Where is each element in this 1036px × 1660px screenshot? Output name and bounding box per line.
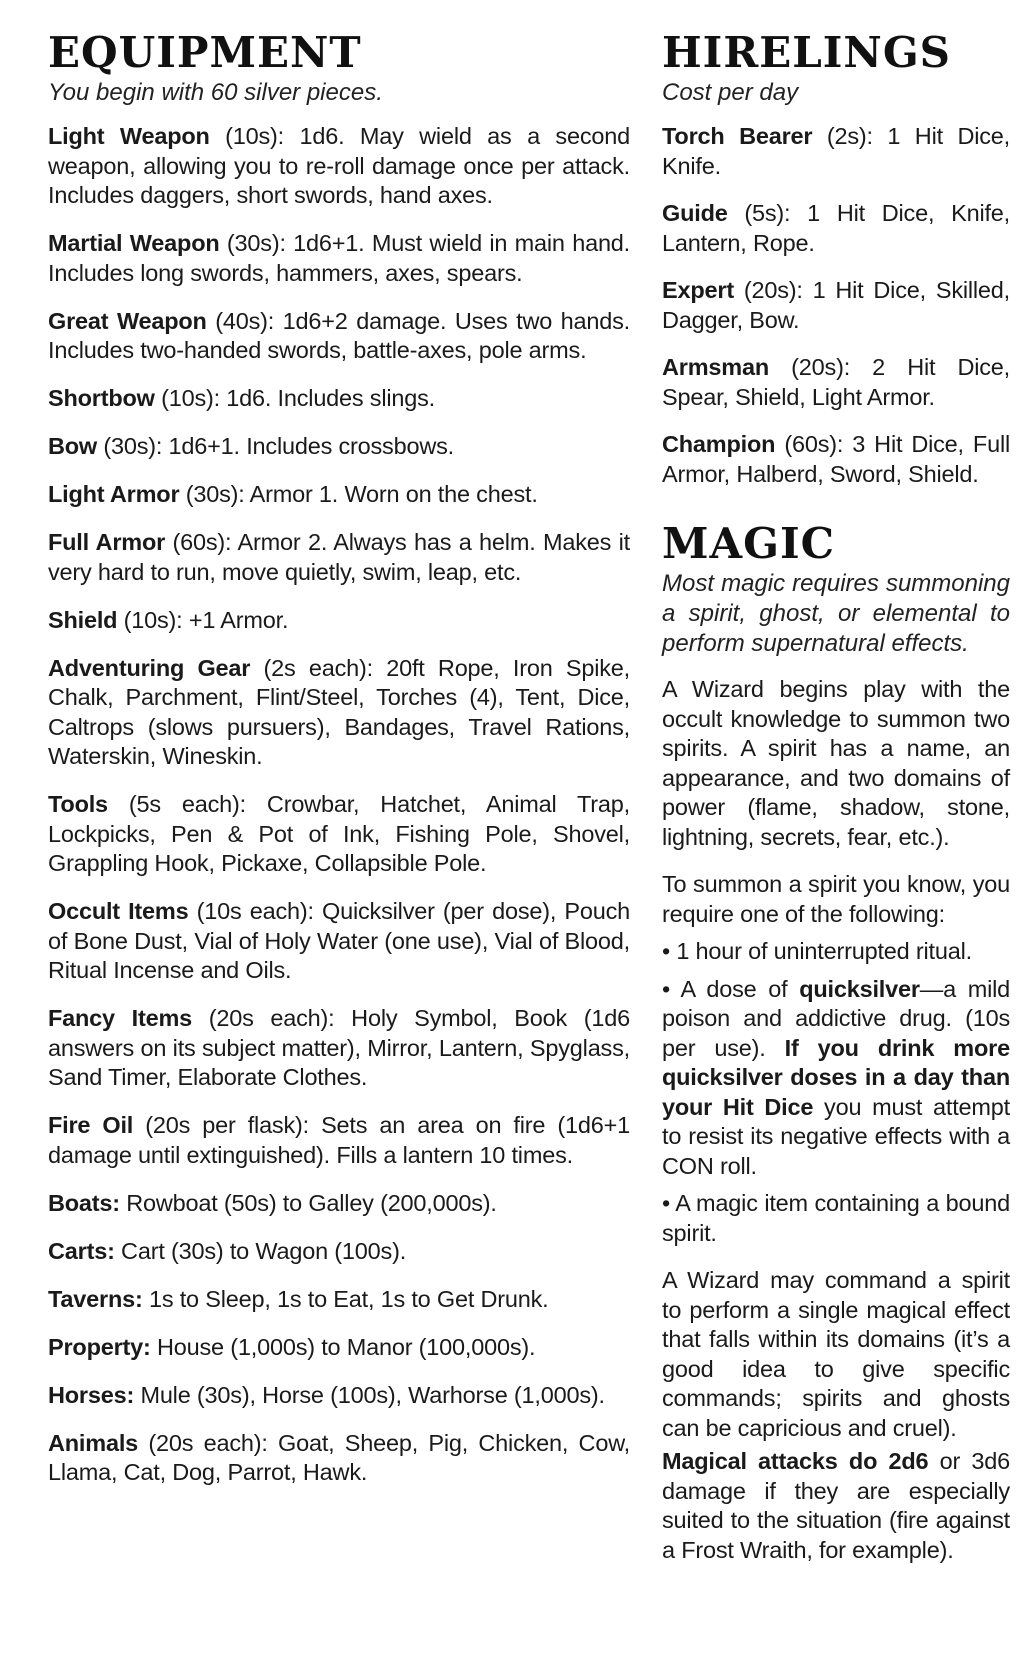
item-description: (10s): 1d6. May wield as a second weapon, allowing you to re-roll damage once per attack. Includes daggers, short swords, hand axes. [48, 123, 630, 208]
item-description: (30s): 1d6+1. Includes crossbows. [97, 433, 454, 459]
item-description: 1s to Sleep, 1s to Eat, 1s to Get Drunk. [142, 1285, 549, 1312]
hirelings-title: HIRELINGS [662, 28, 952, 77]
equipment-subtitle: You begin with 60 silver pieces. [48, 79, 383, 106]
list-item [48, 897, 630, 986]
list-item [662, 199, 1010, 258]
list-item [48, 1004, 630, 1093]
magic-attack-term: Magical attacks do 2d6 [662, 1448, 929, 1474]
item-name: Tools [48, 791, 108, 817]
list-item [48, 1285, 630, 1315]
item-name: Animals [48, 1429, 139, 1456]
bullet-text: you must attempt to resist its negative effects with a CON roll. [662, 1093, 1010, 1179]
item-name: Adventuring Gear [48, 654, 251, 681]
equipment-list [48, 122, 630, 1488]
list-item [48, 1429, 630, 1488]
quicksilver-warning: If you drink more quicksilver doses in a day than your Hit Dice [662, 1034, 1010, 1120]
hirelings-list [662, 122, 1010, 489]
item-description: (30s): 1d6+1. Must wield in main hand. Includes long swords, hammers, axes, spears. [48, 230, 631, 286]
item-name: Light Weapon [48, 123, 210, 149]
item-name: Shield [48, 606, 118, 633]
item-description: (20s): 1 Hit Dice, Skilled, Dagger, Bow. [662, 277, 1010, 333]
magic-paragraph-1: A Wizard begins play with the occult knowledge to summon two spirits. A spirit has a name, an appearance, and two domains of power (flame, shadow, stone, lightning, secrets, fear, etc.). [662, 676, 1010, 850]
list-item [662, 353, 1010, 412]
item-description: (5s): 1 Hit Dice, Knife, Lantern, Rope. [662, 200, 1010, 256]
item-name: Full Armor [48, 529, 166, 555]
list-item [48, 790, 630, 879]
item-name: Great Weapon [48, 307, 207, 334]
item-description: (60s): Armor 2. Always has a helm. Makes it very hard to run, move quietly, swim, leap, etc. [48, 529, 630, 585]
list-item [48, 229, 630, 288]
magic-bullet-ritual: • 1 hour of uninterrupted ritual. [662, 938, 972, 964]
list-item [48, 1237, 630, 1267]
item-name: Property: [48, 1333, 151, 1360]
item-name: Torch Bearer [662, 123, 813, 149]
item-description: House (1,000s) to Manor (100,000s). [150, 1333, 536, 1360]
list-item [662, 430, 1010, 489]
item-name: Champion [662, 431, 776, 457]
item-description: (2s): 1 Hit Dice, Knife. [662, 123, 1010, 179]
hirelings-subtitle: Cost per day [662, 79, 799, 106]
right-column [662, 28, 1010, 1583]
list-item [48, 654, 630, 772]
item-description: (20s): 2 Hit Dice, Spear, Shield, Light Armor. [662, 354, 1010, 410]
item-description: (10s each): Quicksilver (per dose), Pouch of Bone Dust, Vial of Holy Water (one use), Vial of Blood, Ritual Incense and Oils. [48, 898, 630, 983]
magic-subtitle: Most magic requires summoning a spirit, ghost, or elemental to perform supernatural effects. [662, 570, 1010, 657]
equipment-column [48, 28, 630, 1506]
item-description: (5s each): Crowbar, Hatchet, Animal Trap, Lockpicks, Pen & Pot of Ink, Fishing Pole, Shovel, Grappling Hook, Pickaxe, Collapsible Pole. [48, 791, 630, 876]
list-item [48, 480, 630, 510]
item-description: Mule (30s), Horse (100s), Warhorse (1,000s). [134, 1381, 605, 1408]
list-item [662, 276, 1010, 335]
list-item [48, 1111, 630, 1170]
list-item [48, 528, 630, 587]
item-name: Armsman [662, 354, 770, 380]
list-item [48, 1381, 630, 1411]
item-name: Guide [662, 200, 728, 226]
item-description: (60s): 3 Hit Dice, Full Armor, Halberd, Sword, Shield. [662, 431, 1010, 487]
list-item [662, 122, 1010, 181]
list-item [48, 606, 630, 636]
equipment-title: EQUIPMENT [48, 28, 362, 77]
list-item [48, 1333, 630, 1363]
bullet-text: —a mild poison and addictive drug. (10s per use). [662, 975, 1010, 1061]
item-description: (20s each): Goat, Sheep, Pig, Chicken, Cow, Llama, Cat, Dog, Parrot, Hawk. [48, 1429, 630, 1485]
item-description: (10s): 1d6. Includes slings. [154, 385, 436, 411]
list-item [48, 384, 630, 414]
item-description: (20s per flask): Sets an area on fire (1d6+1 damage until extinguished). Fills a lantern 10 times. [48, 1112, 630, 1168]
item-name: Boats: [48, 1189, 120, 1216]
magic-paragraph-3: A Wizard may command a spirit to perform a single magical effect that falls within its domains (it’s a good idea to give specific commands; spirits and ghosts can be capricious and cruel). [662, 1267, 1010, 1441]
magic-bullet-quicksilver [662, 975, 1010, 1182]
item-description: Rowboat (50s) to Galley (200,000s). [119, 1189, 497, 1216]
magic-paragraph-4 [662, 1447, 1010, 1565]
item-name: Occult Items [48, 898, 189, 924]
item-name: Shortbow [48, 385, 155, 411]
item-description: Cart (30s) to Wagon (100s). [114, 1237, 407, 1264]
item-description: (30s): Armor 1. Worn on the chest. [179, 481, 538, 507]
bullet-text: • A dose of [662, 975, 800, 1002]
list-item [48, 432, 630, 462]
magic-paragraph-2: To summon a spirit you know, you require one of the following: [662, 871, 1010, 927]
item-name: Taverns: [48, 1285, 143, 1312]
item-name: Horses: [48, 1381, 135, 1408]
item-name: Expert [662, 277, 734, 303]
item-name: Carts: [48, 1237, 115, 1264]
item-description: (40s): 1d6+2 damage. Uses two hands. Includes two-handed swords, battle-axes, pole arms. [48, 307, 630, 363]
item-name: Martial Weapon [48, 230, 220, 256]
magic-title: MAGIC [662, 519, 836, 568]
item-name: Light Armor [48, 481, 180, 507]
item-name: Fire Oil [48, 1112, 134, 1138]
list-item [48, 1189, 630, 1219]
magic-bullet-item: • A magic item containing a bound spirit. [662, 1190, 1010, 1246]
item-description: (10s): +1 Armor. [117, 606, 289, 633]
item-name: Fancy Items [48, 1005, 193, 1031]
item-description: (2s each): 20ft Rope, Iron Spike, Chalk, Parchment, Flint/Steel, Torches (4), Tent, Dice, Caltrops (slows pursuers), Bandages, Travel Rations, Waterskin, Wineskin. [48, 654, 630, 769]
magic-attack-text: or 3d6 damage if they are especially suited to the situation (fire against a Frost Wraith, for example). [662, 1448, 1010, 1563]
item-name: Bow [48, 433, 98, 459]
list-item [48, 122, 630, 211]
quicksilver-term: quicksilver [799, 975, 920, 1002]
item-description: (20s each): Holy Symbol, Book (1d6 answers on its subject matter), Mirror, Lantern, Spyglass, Sand Timer, Elaborate Clothes. [48, 1005, 631, 1090]
list-item [48, 307, 630, 366]
